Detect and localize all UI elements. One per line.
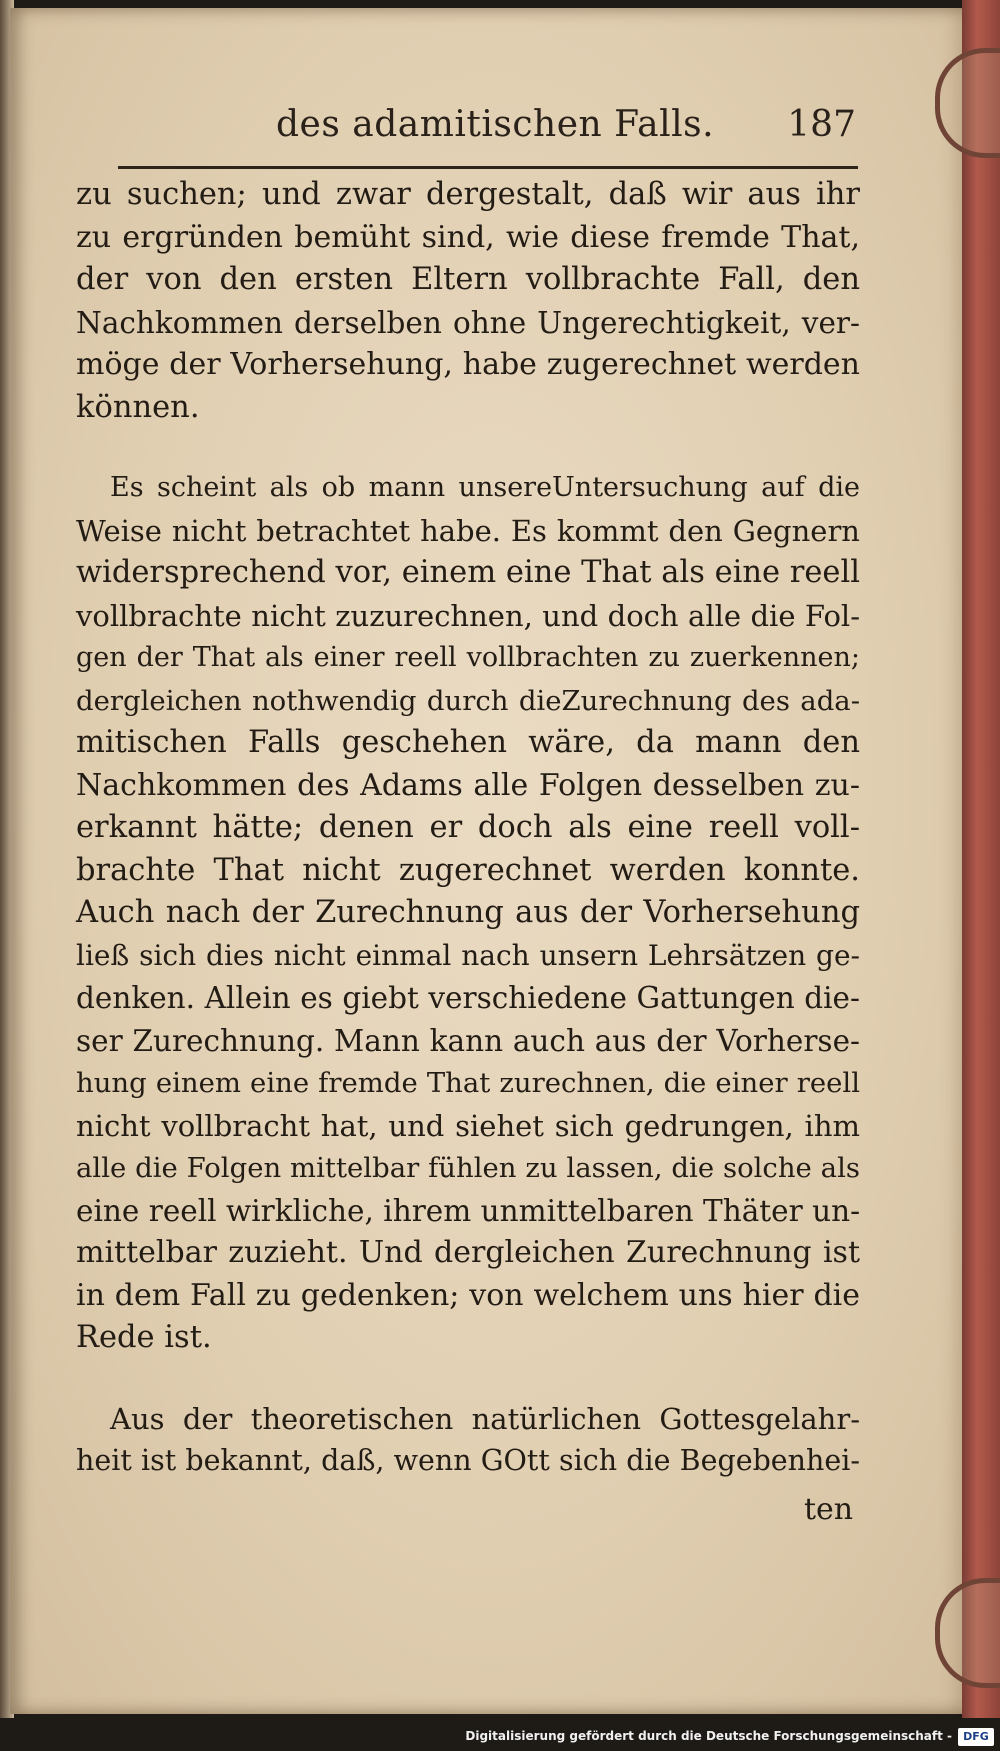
text-line: dergleichen nothwendig durch dieZurechnung des ada- <box>76 684 860 717</box>
text-line: möge der Vorhersehung, habe zugerechnet werden <box>76 347 860 382</box>
paragraph-1 <box>76 174 860 429</box>
text-line: eine reell wirkliche, ihrem unmittelbaren Thäter un- <box>76 1193 861 1228</box>
text-line: Auch nach der Zurechnung aus der Vorhersehung <box>76 895 860 930</box>
dfg-logo-icon: DFG <box>958 1728 994 1746</box>
text-line: hung einem eine fremde That zurechnen, die einer reell <box>76 1067 860 1099</box>
catchword: ten <box>804 1492 854 1527</box>
text-line: ser Zurechnung. Mann kann auch aus der Vorherse- <box>76 1023 860 1058</box>
text-line: nicht vollbracht hat, und siehet sich gedrungen, ihm <box>76 1108 860 1143</box>
header-rule <box>118 166 858 169</box>
text-line: Aus der theoretischen natürlichen Gottesgelahr- <box>110 1401 860 1436</box>
text-line: zu ergründen bemüht sind, wie diese fremde That, <box>76 219 860 255</box>
text-line: können. <box>76 389 200 425</box>
running-title: des adamitischen Falls. <box>276 104 715 145</box>
text-line: Weise nicht betrachtet habe. Es kommt den Gegnern <box>76 513 860 548</box>
text-line: brachte That nicht zugerechnet werden konnte. <box>76 852 860 888</box>
text-line: Nachkommen des Adams alle Folgen desselben zu- <box>76 767 860 803</box>
paragraph-2 <box>76 467 860 1360</box>
text-line: denken. Allein es giebt verschiedene Gattungen die- <box>76 981 860 1015</box>
text-line: Es scheint als ob mann unsereUntersuchung auf die <box>110 472 860 503</box>
text-line: erkannt hätte; denen er doch als eine reell voll- <box>76 810 860 845</box>
text-line: mitischen Falls geschehen wäre, da mann den <box>76 725 860 760</box>
book-cover-edge <box>962 0 1000 1718</box>
page-number: 187 <box>787 104 856 145</box>
running-header <box>118 100 858 160</box>
text-line: der von den ersten Eltern vollbrachte Fall, den <box>76 262 860 297</box>
text-line: ließ sich dies nicht einmal nach unsern Lehrsätzen ge- <box>76 938 860 972</box>
text-line: zu suchen; und zwar dergestalt, daß wir aus ihr <box>76 177 860 212</box>
text-line: alle die Folgen mittelbar fühlen zu lassen, die solche als <box>76 1152 860 1184</box>
text-line: vollbrachte nicht zuzurechnen, und doch alle die Fol- <box>76 598 860 633</box>
text-line: mittelbar zuzieht. Und dergleichen Zurechnung ist <box>76 1235 860 1270</box>
text-line: widersprechend vor, einem eine That als eine reell <box>76 555 860 590</box>
paragraph-3 <box>76 1398 860 1483</box>
text-line: Nachkommen derselben ohne Ungerechtigkeit, ver- <box>76 305 860 340</box>
funding-credit: Digitalisierung gefördert durch die Deutsche Forschungsgemeinschaft - <box>465 1729 952 1743</box>
text-line: in dem Fall zu gedenken; von welchem uns hier die <box>76 1277 860 1313</box>
body-text <box>76 174 860 1483</box>
footer-bar <box>0 1718 1000 1751</box>
text-line: Rede ist. <box>76 1320 212 1355</box>
text-line: gen der That als einer reell vollbrachten zu zuerkennen; <box>76 642 860 673</box>
text-line: heit ist bekannt, daß, wenn GOtt sich die Begebenhei- <box>76 1444 860 1477</box>
